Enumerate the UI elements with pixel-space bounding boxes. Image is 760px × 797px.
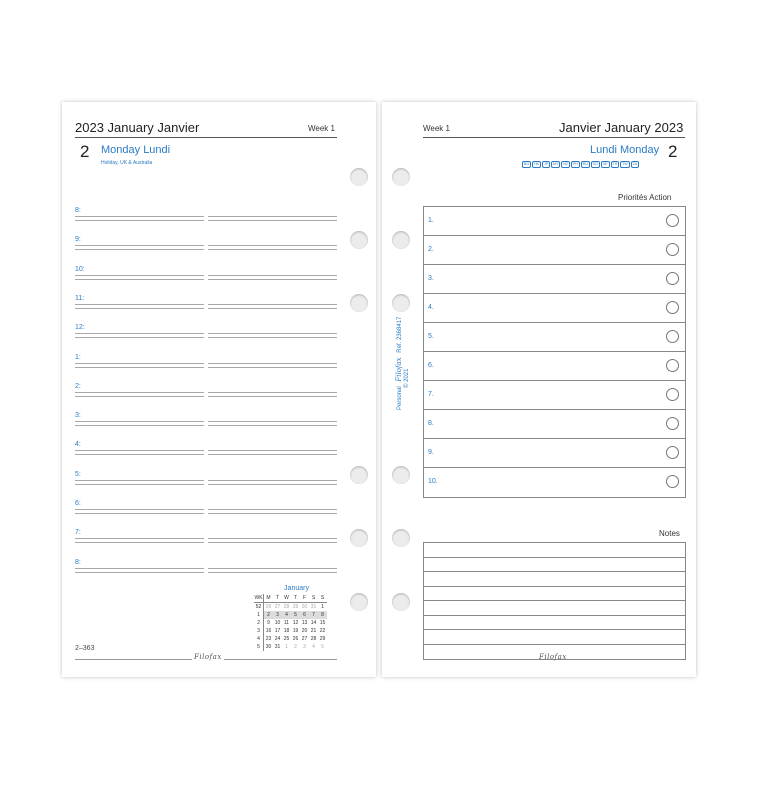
calendar-header-cell: S bbox=[309, 594, 318, 603]
calendar-day: 16 bbox=[265, 628, 272, 634]
country-code-badge: TH bbox=[612, 162, 618, 166]
right-day-name: Lundi Monday bbox=[590, 144, 660, 156]
calendar-day: 1 bbox=[285, 644, 288, 650]
calendar-day: 3 bbox=[303, 644, 306, 650]
calendar-day: 28 bbox=[283, 604, 290, 610]
schedule-line[interactable] bbox=[75, 509, 204, 510]
priority-number: 2. bbox=[428, 246, 434, 253]
priority-checkbox[interactable] bbox=[666, 446, 679, 459]
calendar-day: 1 bbox=[321, 604, 324, 610]
schedule-line[interactable] bbox=[75, 363, 204, 364]
country-code-badge: ZA bbox=[632, 162, 638, 166]
calendar-day: 13 bbox=[301, 620, 308, 626]
schedule-line[interactable] bbox=[75, 220, 204, 221]
schedule-line[interactable] bbox=[208, 450, 337, 451]
priority-number: 10. bbox=[428, 478, 438, 485]
calendar-day: 21 bbox=[310, 628, 317, 634]
priority-checkbox[interactable] bbox=[666, 388, 679, 401]
schedule-line[interactable] bbox=[75, 367, 204, 368]
schedule-line[interactable] bbox=[75, 568, 204, 569]
schedule-line[interactable] bbox=[75, 308, 204, 309]
schedule-line[interactable] bbox=[208, 304, 337, 305]
schedule-line[interactable] bbox=[208, 568, 337, 569]
calendar-day: 5 bbox=[291, 611, 300, 619]
calendar-day: 31 bbox=[274, 644, 281, 650]
notes-line[interactable] bbox=[423, 557, 685, 558]
left-page bbox=[62, 102, 376, 677]
schedule-line[interactable] bbox=[75, 542, 204, 543]
calendar-header-cell: T bbox=[273, 594, 282, 603]
schedule-line[interactable] bbox=[208, 421, 337, 422]
spine-size: Personal bbox=[397, 386, 403, 410]
calendar-week-number: 52 bbox=[254, 603, 264, 612]
hour-label: 9: bbox=[75, 236, 81, 244]
calendar-day: 30 bbox=[265, 644, 272, 650]
calendar-day: 7 bbox=[309, 611, 318, 619]
priority-checkbox[interactable] bbox=[666, 359, 679, 372]
notes-title: Notes bbox=[659, 529, 680, 538]
calendar-day: 10 bbox=[274, 620, 281, 626]
punch-hole bbox=[392, 168, 410, 186]
schedule-line[interactable] bbox=[208, 454, 337, 455]
notes-line[interactable] bbox=[423, 615, 685, 616]
schedule-line[interactable] bbox=[75, 450, 204, 451]
calendar-day: 12 bbox=[292, 620, 299, 626]
priority-number: 4. bbox=[428, 304, 434, 311]
punch-hole bbox=[350, 529, 368, 547]
spine-copyright: © 2021 bbox=[404, 368, 410, 388]
priority-divider bbox=[423, 467, 685, 468]
notes-line[interactable] bbox=[423, 629, 685, 630]
priority-number: 1. bbox=[428, 217, 434, 224]
schedule-line[interactable] bbox=[75, 304, 204, 305]
calendar-header-cell: F bbox=[300, 594, 309, 603]
schedule-line[interactable] bbox=[208, 484, 337, 485]
schedule-line[interactable] bbox=[208, 538, 337, 539]
country-code-badge: JP bbox=[543, 162, 549, 166]
priority-divider bbox=[423, 293, 685, 294]
calendar-day: 23 bbox=[265, 636, 272, 642]
country-code-badge: TW bbox=[622, 162, 628, 166]
calendar-day: 17 bbox=[274, 628, 281, 634]
calendar-week-number: 2 bbox=[254, 619, 264, 627]
calendar-week-number: 4 bbox=[254, 635, 264, 643]
priority-divider bbox=[423, 235, 685, 236]
schedule-line[interactable] bbox=[75, 279, 204, 280]
country-code-badge: RU bbox=[582, 162, 588, 166]
country-code-badge: NZ bbox=[563, 162, 568, 166]
punch-hole bbox=[350, 593, 368, 611]
schedule-line[interactable] bbox=[75, 421, 204, 422]
calendar-day: 2 bbox=[264, 611, 274, 619]
spine-imprint bbox=[395, 317, 403, 410]
calendar-header-cell: T bbox=[291, 594, 300, 603]
holiday-note: Holiday, UK & Australia bbox=[101, 160, 153, 166]
punch-hole bbox=[392, 593, 410, 611]
schedule-line[interactable] bbox=[208, 513, 337, 514]
hour-label: 6: bbox=[75, 500, 81, 507]
calendar-day: 27 bbox=[274, 604, 281, 610]
mini-calendar-grid bbox=[254, 594, 327, 651]
priority-number: 5. bbox=[428, 333, 434, 340]
hour-label: 5: bbox=[75, 470, 81, 478]
calendar-day: 11 bbox=[283, 620, 290, 626]
spine-logo: Filofax bbox=[395, 357, 403, 382]
calendar-day: 4 bbox=[282, 611, 291, 619]
calendar-day: 8 bbox=[318, 611, 327, 619]
calendar-week-number: 1 bbox=[254, 611, 264, 619]
priority-checkbox[interactable] bbox=[666, 272, 679, 285]
calendar-header-cell: M bbox=[264, 594, 274, 603]
calendar-day: 15 bbox=[319, 620, 326, 626]
page-reference: 2–363 bbox=[75, 645, 95, 652]
calendar-day: 26 bbox=[292, 636, 299, 642]
calendar-week-number: 5 bbox=[254, 643, 264, 651]
schedule-line[interactable] bbox=[208, 392, 337, 393]
country-code-badge: SE bbox=[602, 162, 608, 166]
right-day-number: 2 bbox=[668, 142, 678, 161]
calendar-day: 14 bbox=[310, 620, 317, 626]
day-name: Monday Lundi bbox=[101, 144, 171, 156]
priority-divider bbox=[423, 351, 685, 352]
hour-label: 12: bbox=[75, 324, 85, 332]
notes-line[interactable] bbox=[423, 571, 685, 572]
calendar-week-number: 3 bbox=[254, 627, 264, 635]
punch-hole bbox=[392, 466, 410, 484]
schedule-line[interactable] bbox=[208, 480, 337, 481]
priority-number: 6. bbox=[428, 362, 434, 369]
calendar-day: 19 bbox=[292, 628, 299, 634]
schedule-line[interactable] bbox=[75, 538, 204, 539]
right-week-label: Week 1 bbox=[423, 124, 450, 133]
mini-calendar-month: January bbox=[284, 585, 309, 592]
schedule-line[interactable] bbox=[208, 220, 337, 221]
schedule-line[interactable] bbox=[75, 275, 204, 276]
country-code-badge: HK bbox=[534, 162, 539, 166]
schedule-line[interactable] bbox=[75, 454, 204, 455]
schedule-line[interactable] bbox=[75, 513, 204, 514]
punch-hole bbox=[392, 529, 410, 547]
priority-checkbox[interactable] bbox=[666, 214, 679, 227]
priority-divider bbox=[423, 409, 685, 410]
punch-hole bbox=[350, 168, 368, 186]
schedule-line[interactable] bbox=[75, 484, 204, 485]
schedule-line[interactable] bbox=[208, 308, 337, 309]
right-page bbox=[382, 102, 696, 677]
priorities-box bbox=[423, 206, 686, 498]
schedule-line[interactable] bbox=[208, 279, 337, 280]
calendar-header-cell: W bbox=[282, 594, 291, 603]
schedule-line[interactable] bbox=[208, 245, 337, 246]
priority-checkbox[interactable] bbox=[666, 475, 679, 488]
schedule-line[interactable] bbox=[208, 425, 337, 426]
calendar-header-cell: WK bbox=[254, 595, 263, 601]
hour-label: 4: bbox=[75, 441, 81, 449]
priority-checkbox[interactable] bbox=[666, 301, 679, 314]
schedule-line[interactable] bbox=[75, 572, 204, 573]
country-code-badge: BG bbox=[524, 162, 530, 166]
priority-checkbox[interactable] bbox=[666, 417, 679, 430]
notes-line[interactable] bbox=[423, 586, 685, 587]
priority-divider bbox=[423, 264, 685, 265]
hour-label: 10: bbox=[75, 265, 85, 273]
country-code-badge: SG bbox=[592, 162, 598, 166]
schedule-line[interactable] bbox=[75, 216, 204, 217]
calendar-day: 24 bbox=[274, 636, 281, 642]
left-page-title: 2023 January Janvier bbox=[75, 120, 200, 135]
schedule-line[interactable] bbox=[208, 367, 337, 368]
schedule-line[interactable] bbox=[208, 396, 337, 397]
calendar-day: 6 bbox=[300, 611, 309, 619]
schedule-line[interactable] bbox=[208, 275, 337, 276]
country-code-badge: PH bbox=[572, 162, 578, 166]
schedule-line[interactable] bbox=[208, 572, 337, 573]
calendar-day: 31 bbox=[310, 604, 317, 610]
schedule-line[interactable] bbox=[75, 425, 204, 426]
left-week-label: Week 1 bbox=[308, 124, 335, 133]
filofax-logo: Filofax bbox=[194, 653, 222, 661]
schedule-line[interactable] bbox=[208, 333, 337, 334]
priority-divider bbox=[423, 380, 685, 381]
day-number: 2 bbox=[80, 142, 90, 161]
mini-calendar bbox=[254, 585, 327, 651]
priority-checkbox[interactable] bbox=[666, 330, 679, 343]
priority-divider bbox=[423, 438, 685, 439]
punch-hole bbox=[350, 466, 368, 484]
hour-label: 7: bbox=[75, 529, 81, 537]
country-code-badge: MY bbox=[553, 162, 559, 166]
schedule-line[interactable] bbox=[75, 333, 204, 334]
calendar-day: 25 bbox=[283, 636, 290, 642]
priority-number: 9. bbox=[428, 449, 434, 456]
hour-label: 3: bbox=[75, 412, 81, 420]
punch-hole bbox=[350, 231, 368, 249]
priorities-title: Priorités Action bbox=[618, 193, 672, 202]
punch-hole bbox=[392, 294, 410, 312]
header-rule bbox=[75, 137, 337, 138]
calendar-day: 9 bbox=[267, 620, 270, 626]
schedule-line[interactable] bbox=[208, 216, 337, 217]
schedule-line[interactable] bbox=[75, 249, 204, 250]
calendar-day: 27 bbox=[301, 636, 308, 642]
calendar-day: 28 bbox=[310, 636, 317, 642]
notes-line[interactable] bbox=[423, 600, 685, 601]
schedule-line[interactable] bbox=[208, 249, 337, 250]
hour-label: 8: bbox=[75, 558, 81, 566]
calendar-day: 29 bbox=[292, 604, 299, 610]
calendar-day: 30 bbox=[301, 604, 308, 610]
calendar-day: 20 bbox=[301, 628, 308, 634]
calendar-header-cell: S bbox=[318, 594, 327, 603]
notes-line[interactable] bbox=[423, 644, 685, 645]
calendar-day: 3 bbox=[273, 611, 282, 619]
notes-box bbox=[423, 542, 686, 660]
right-page-title: Janvier January 2023 bbox=[559, 120, 684, 135]
schedule-line[interactable] bbox=[75, 245, 204, 246]
schedule-line[interactable] bbox=[75, 337, 204, 338]
schedule-line[interactable] bbox=[75, 392, 204, 393]
calendar-day: 2 bbox=[294, 644, 297, 650]
spine-ref: Ref. 2368417 bbox=[397, 316, 403, 353]
schedule-line[interactable] bbox=[208, 509, 337, 510]
priority-number: 8. bbox=[428, 420, 434, 427]
calendar-day: 22 bbox=[319, 628, 326, 634]
priority-number: 7. bbox=[428, 391, 434, 398]
hour-label: 8: bbox=[75, 207, 81, 214]
schedule-line[interactable] bbox=[75, 396, 204, 397]
calendar-day: 26 bbox=[265, 604, 272, 610]
schedule-line[interactable] bbox=[208, 337, 337, 338]
right-header-rule bbox=[423, 137, 685, 138]
calendar-day: 5 bbox=[321, 644, 324, 650]
calendar-day: 4 bbox=[312, 644, 315, 650]
calendar-day: 29 bbox=[319, 636, 326, 642]
hour-label: 2: bbox=[75, 382, 81, 390]
country-holiday-codes bbox=[522, 161, 639, 168]
hour-label: 11: bbox=[75, 294, 85, 302]
schedule-line[interactable] bbox=[208, 363, 337, 364]
schedule-line[interactable] bbox=[208, 542, 337, 543]
calendar-day: 18 bbox=[283, 628, 290, 634]
punch-hole bbox=[350, 294, 368, 312]
hour-label: 1: bbox=[75, 353, 81, 361]
punch-hole bbox=[392, 231, 410, 249]
priority-checkbox[interactable] bbox=[666, 243, 679, 256]
right-filofax-logo: Filofax bbox=[539, 653, 567, 661]
priority-number: 3. bbox=[428, 275, 434, 282]
schedule-line[interactable] bbox=[75, 480, 204, 481]
priority-divider bbox=[423, 322, 685, 323]
